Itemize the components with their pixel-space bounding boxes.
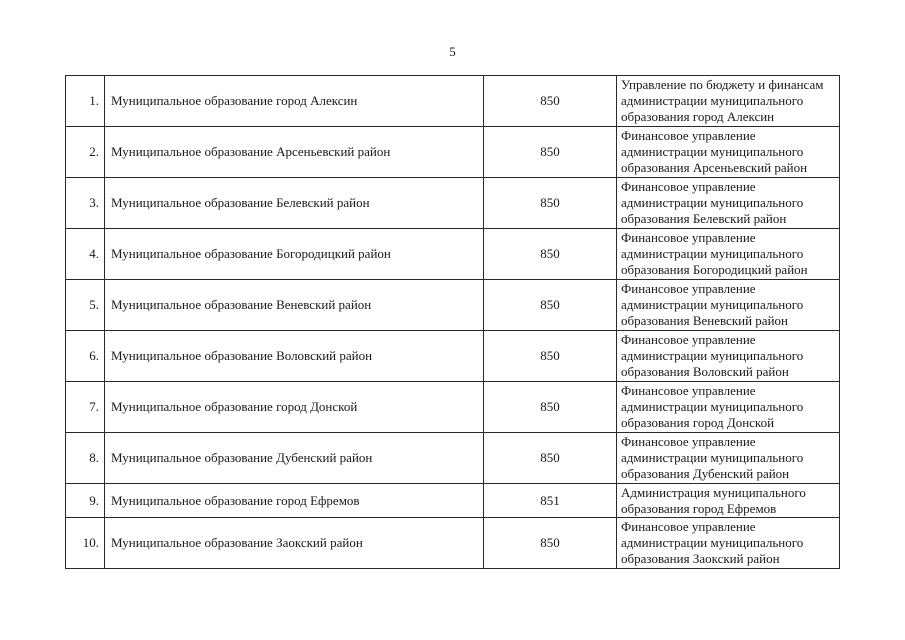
finance-authority-line: администрации муниципального <box>621 297 804 312</box>
municipality-name: Муниципальное образование город Ефремов <box>105 484 484 518</box>
budget-code: 850 <box>484 433 617 484</box>
finance-authority-line: Финансовое управление <box>621 332 756 347</box>
finance-authority-line: Финансовое управление <box>621 434 756 449</box>
finance-authority-line: образования Заокский район <box>621 551 780 566</box>
finance-authority <box>617 178 840 229</box>
finance-authority-line: образования Арсеньевский район <box>621 160 808 175</box>
table-row <box>66 331 840 382</box>
finance-authority <box>617 331 840 382</box>
finance-authority-line: Администрация муниципального <box>621 484 806 500</box>
finance-authority <box>617 229 840 280</box>
finance-authority <box>617 76 840 127</box>
row-number: 7. <box>66 382 105 433</box>
municipality-name: Муниципальное образование Арсеньевский район <box>105 127 484 178</box>
municipality-name: Муниципальное образование Белевский район <box>105 178 484 229</box>
finance-authority-line: администрации муниципального <box>621 450 804 465</box>
row-number: 4. <box>66 229 105 280</box>
municipality-name: Муниципальное образование город Алексин <box>105 76 484 127</box>
municipality-name: Муниципальное образование Заокский район <box>105 518 484 569</box>
finance-authority-line: администрации муниципального <box>621 535 804 550</box>
table-row <box>66 433 840 484</box>
row-number: 6. <box>66 331 105 382</box>
finance-authority-line: Финансовое управление <box>621 383 756 398</box>
finance-authority-line: Финансовое управление <box>621 230 756 245</box>
budget-code: 850 <box>484 127 617 178</box>
finance-authority-line: Финансовое управление <box>621 128 756 143</box>
table-row <box>66 76 840 127</box>
finance-authority-line: Финансовое управление <box>621 179 756 194</box>
finance-authority-line: администрации муниципального <box>621 348 804 363</box>
budget-code: 850 <box>484 382 617 433</box>
row-number: 2. <box>66 127 105 178</box>
table-row <box>66 382 840 433</box>
municipality-name: Муниципальное образование Дубенский район <box>105 433 484 484</box>
row-number: 10. <box>66 518 105 569</box>
finance-authority-line: образования Богородицкий район <box>621 262 808 277</box>
finance-authority-line: образования город Алексин <box>621 109 775 124</box>
budget-code: 850 <box>484 518 617 569</box>
finance-authority-line: Финансовое управление <box>621 281 756 296</box>
finance-authority-line: образования город Донской <box>621 415 775 430</box>
budget-code: 850 <box>484 331 617 382</box>
table-body <box>66 76 840 569</box>
row-number: 5. <box>66 280 105 331</box>
municipality-name: Муниципальное образование Веневский район <box>105 280 484 331</box>
finance-authority-line: Управление по бюджету и финансам <box>621 77 824 92</box>
finance-authority-line: администрации муниципального <box>621 144 804 159</box>
table-row <box>66 178 840 229</box>
row-number: 8. <box>66 433 105 484</box>
table-row <box>66 280 840 331</box>
finance-authority-line: Финансовое управление <box>621 519 756 534</box>
municipality-name: Муниципальное образование Богородицкий район <box>105 229 484 280</box>
row-number: 3. <box>66 178 105 229</box>
municipality-name: Муниципальное образование Воловский район <box>105 331 484 382</box>
table-row <box>66 484 840 518</box>
finance-authority-line: образования Дубенский район <box>621 466 790 481</box>
finance-authority <box>617 280 840 331</box>
finance-authority <box>617 382 840 433</box>
finance-authority-line: администрации муниципального <box>621 195 804 210</box>
table-row <box>66 229 840 280</box>
table-row <box>66 127 840 178</box>
table-row <box>66 518 840 569</box>
page-number: 5 <box>449 44 456 59</box>
finance-authority-line: администрации муниципального <box>621 93 804 108</box>
finance-authority-line: образования Воловский район <box>621 364 789 379</box>
finance-authority <box>617 127 840 178</box>
finance-authority <box>617 484 840 518</box>
row-number: 1. <box>66 76 105 127</box>
municipal-table <box>65 75 840 569</box>
municipality-name: Муниципальное образование город Донской <box>105 382 484 433</box>
budget-code: 851 <box>484 484 617 518</box>
row-number: 9. <box>66 484 105 518</box>
budget-code: 850 <box>484 76 617 127</box>
budget-code: 850 <box>484 280 617 331</box>
budget-code: 850 <box>484 229 617 280</box>
finance-authority-line: администрации муниципального <box>621 246 804 261</box>
finance-authority <box>617 518 840 569</box>
finance-authority-line: администрации муниципального <box>621 399 804 414</box>
finance-authority-line: образования Веневский район <box>621 313 788 328</box>
finance-authority <box>617 433 840 484</box>
budget-code: 850 <box>484 178 617 229</box>
finance-authority-line: образования Белевский район <box>621 211 787 226</box>
finance-authority-line: образования город Ефремов <box>621 500 777 516</box>
